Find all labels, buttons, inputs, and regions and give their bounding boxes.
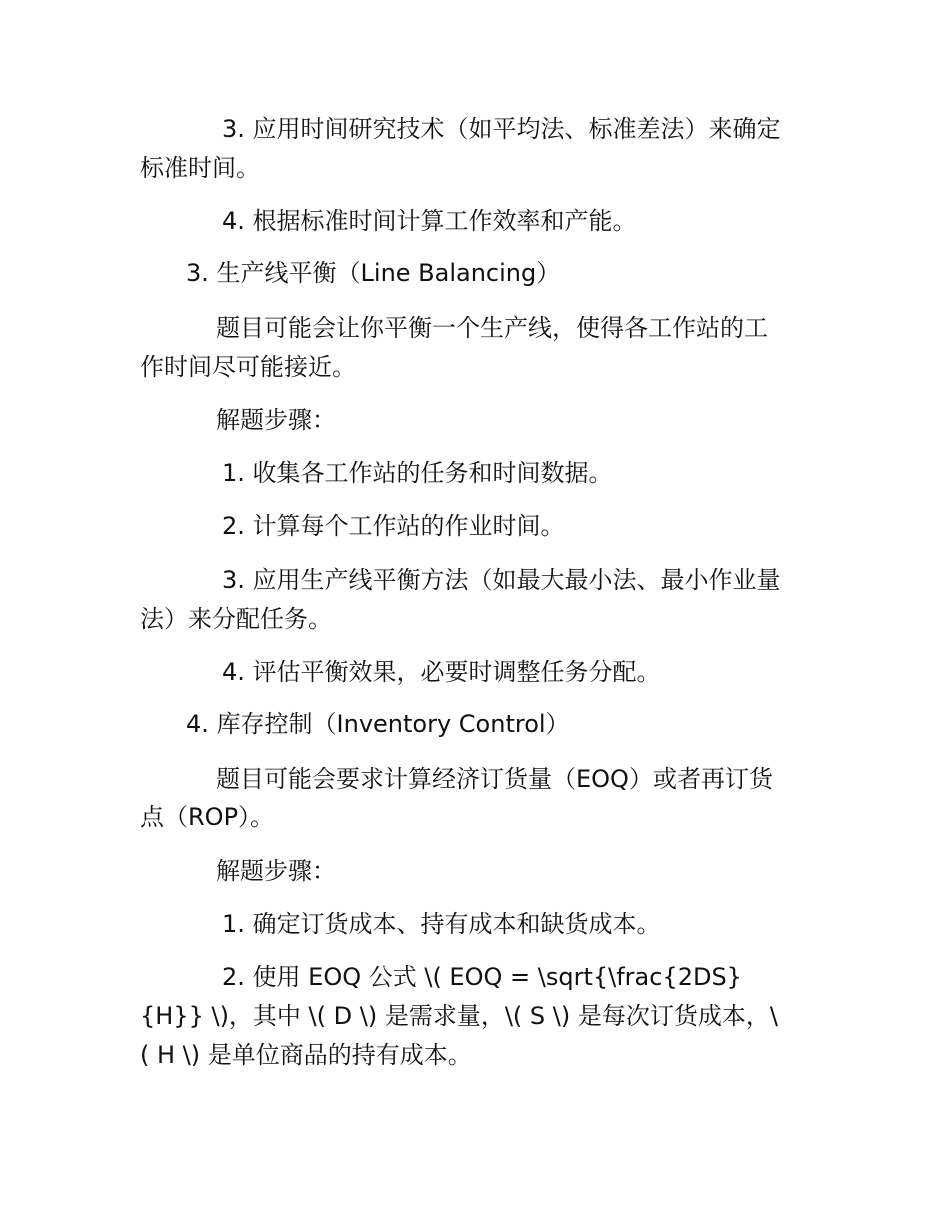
line-balancing-description-line-1: 题目可能会让你平衡一个生产线，使得各工作站的工: [216, 314, 768, 342]
step-2-compute-time: 2. 计算每个工作站的作业时间。: [222, 512, 565, 540]
step-2-eoq-formula-line-1: 2. 使用 EOQ 公式 \( EOQ = \sqrt{\frac{2DS}: [222, 963, 742, 991]
step-1-determine-costs: 1. 确定订货成本、持有成本和缺货成本。: [222, 910, 661, 938]
line-balancing-description-line-2: 作时间尽可能接近。: [140, 353, 356, 381]
step-3-time-study-line-2: 标准时间。: [140, 154, 260, 182]
inventory-description-line-1: 题目可能会要求计算经济订货量（EOQ）或者再订货: [216, 765, 773, 793]
step-3-balancing-method-line-1: 3. 应用生产线平衡方法（如最大最小法、最小作业量: [222, 566, 781, 594]
step-1-collect-data: 1. 收集各工作站的任务和时间数据。: [222, 459, 613, 487]
step-3-balancing-method-line-2: 法）来分配任务。: [140, 605, 332, 633]
step-4-efficiency: 4. 根据标准时间计算工作效率和产能。: [222, 207, 637, 235]
heading-line-balancing: 3. 生产线平衡（Line Balancing）: [186, 259, 561, 287]
solution-steps-label-2: 解题步骤：: [216, 857, 336, 885]
solution-steps-label: 解题步骤：: [216, 406, 336, 434]
heading-inventory-control: 4. 库存控制（Inventory Control）: [186, 710, 570, 738]
step-2-eoq-formula-line-3: ( H \) 是单位商品的持有成本。: [140, 1041, 472, 1069]
step-4-evaluate: 4. 评估平衡效果，必要时调整任务分配。: [222, 658, 661, 686]
step-2-eoq-formula-line-2: {H}} \)，其中 \( D \) 是需求量，\( S \) 是每次订货成本，\: [140, 1002, 778, 1030]
step-3-time-study-line-1: 3. 应用时间研究技术（如平均法、标准差法）来确定: [222, 115, 781, 143]
inventory-description-line-2: 点（ROP）。: [140, 803, 275, 831]
